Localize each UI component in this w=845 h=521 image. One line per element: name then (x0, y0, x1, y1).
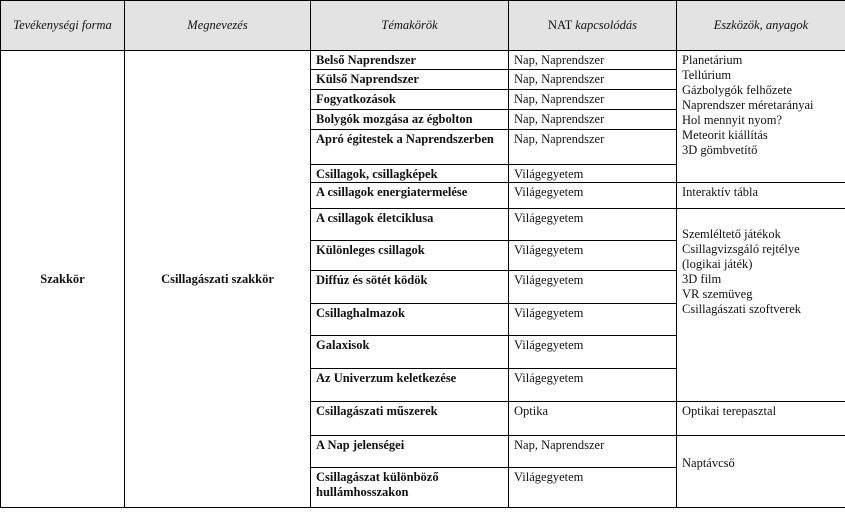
header-form: Tevékenységi forma (1, 1, 125, 51)
topic-cell: Belső Naprendszer (311, 51, 509, 70)
nat-cell: Világegyetem (509, 183, 677, 209)
tool-item: Gázbolygók felhőzete (682, 83, 793, 97)
topic-cell: Csillagászati műszerek (311, 402, 509, 436)
tools-cell-2 (677, 183, 845, 209)
nat-cell: Nap, Naprendszer (509, 90, 677, 110)
topic-cell: Apró égitestek a Naprendszerben (311, 130, 509, 165)
tool-item: Optikai terepasztal (682, 404, 777, 418)
nat-cell: Nap, Naprendszer (509, 130, 677, 165)
header-tools: Eszközök, anyagok (677, 1, 845, 51)
nat-cell: Világegyetem (509, 304, 677, 336)
tool-item: 3D gömbvetítő (682, 143, 758, 157)
nat-cell: Nap, Naprendszer (509, 110, 677, 130)
header-name: Megnevezés (125, 1, 311, 51)
tools-cell-4 (677, 402, 845, 436)
header-nat (509, 1, 677, 51)
tools-cell-5 (677, 436, 845, 508)
tool-item: Meteorit kiállítás (682, 128, 768, 142)
nat-cell: Világegyetem (509, 336, 677, 369)
nat-cell: Nap, Naprendszer (509, 51, 677, 70)
header-nat-italic: kapcsolódás (575, 18, 638, 32)
tool-item: Szemléltető játékok (682, 227, 781, 241)
topic-cell: A csillagok életciklusa (311, 209, 509, 241)
tool-item: (logikai játék) (682, 257, 753, 271)
header-row (1, 1, 845, 51)
topic-cell: Bolygók mozgása az égbolton (311, 110, 509, 130)
topic-cell: A csillagok energiatermelése (311, 183, 509, 209)
tool-item: Naptávcső (682, 456, 735, 470)
topic-cell: Galaxisok (311, 336, 509, 369)
nat-cell: Optika (509, 402, 677, 436)
tool-item: 3D film (682, 272, 722, 286)
nat-cell: Nap, Naprendszer (509, 436, 677, 468)
tool-item: Interaktív tábla (682, 185, 759, 199)
nat-cell: Világegyetem (509, 369, 677, 402)
topic-cell: Csillagászat különböző hullámhosszakon (311, 468, 509, 508)
tool-item: Csillagászati szoftverek (682, 302, 802, 316)
topic-cell: Az Univerzum keletkezése (311, 369, 509, 402)
header-nat-plain: NAT (547, 18, 576, 32)
tool-item: Hol mennyit nyom? (682, 113, 782, 127)
form-cell: Szakkör (1, 51, 125, 508)
topic-cell: Csillagok, csillagképek (311, 165, 509, 183)
topic-cell: Különleges csillagok (311, 241, 509, 271)
nat-cell: Világegyetem (509, 468, 677, 508)
topic-cell: Külső Naprendszer (311, 70, 509, 90)
topic-cell: A Nap jelenségei (311, 436, 509, 468)
tool-item: Naprendszer méretarányai (682, 98, 814, 112)
nat-cell: Nap, Naprendszer (509, 70, 677, 90)
tool-item: Planetárium (682, 53, 743, 67)
topic-cell: Fogyatkozások (311, 90, 509, 110)
table-row (1, 51, 845, 70)
tool-item: Csillagvizsgáló rejtélye (682, 242, 800, 256)
topic-cell: Csillaghalmazok (311, 304, 509, 336)
tools-cell-3 (677, 209, 845, 402)
nat-cell: Világegyetem (509, 271, 677, 304)
header-topics: Témakörök (311, 1, 509, 51)
topic-cell: Diffúz és sötét ködök (311, 271, 509, 304)
tool-item: VR szemüveg (682, 287, 753, 301)
name-cell: Csillagászati szakkör (125, 51, 311, 508)
nat-cell: Világegyetem (509, 165, 677, 183)
nat-cell: Világegyetem (509, 209, 677, 241)
tool-item: Tellúrium (682, 68, 732, 82)
tools-cell-1 (677, 51, 845, 183)
nat-cell: Világegyetem (509, 241, 677, 271)
